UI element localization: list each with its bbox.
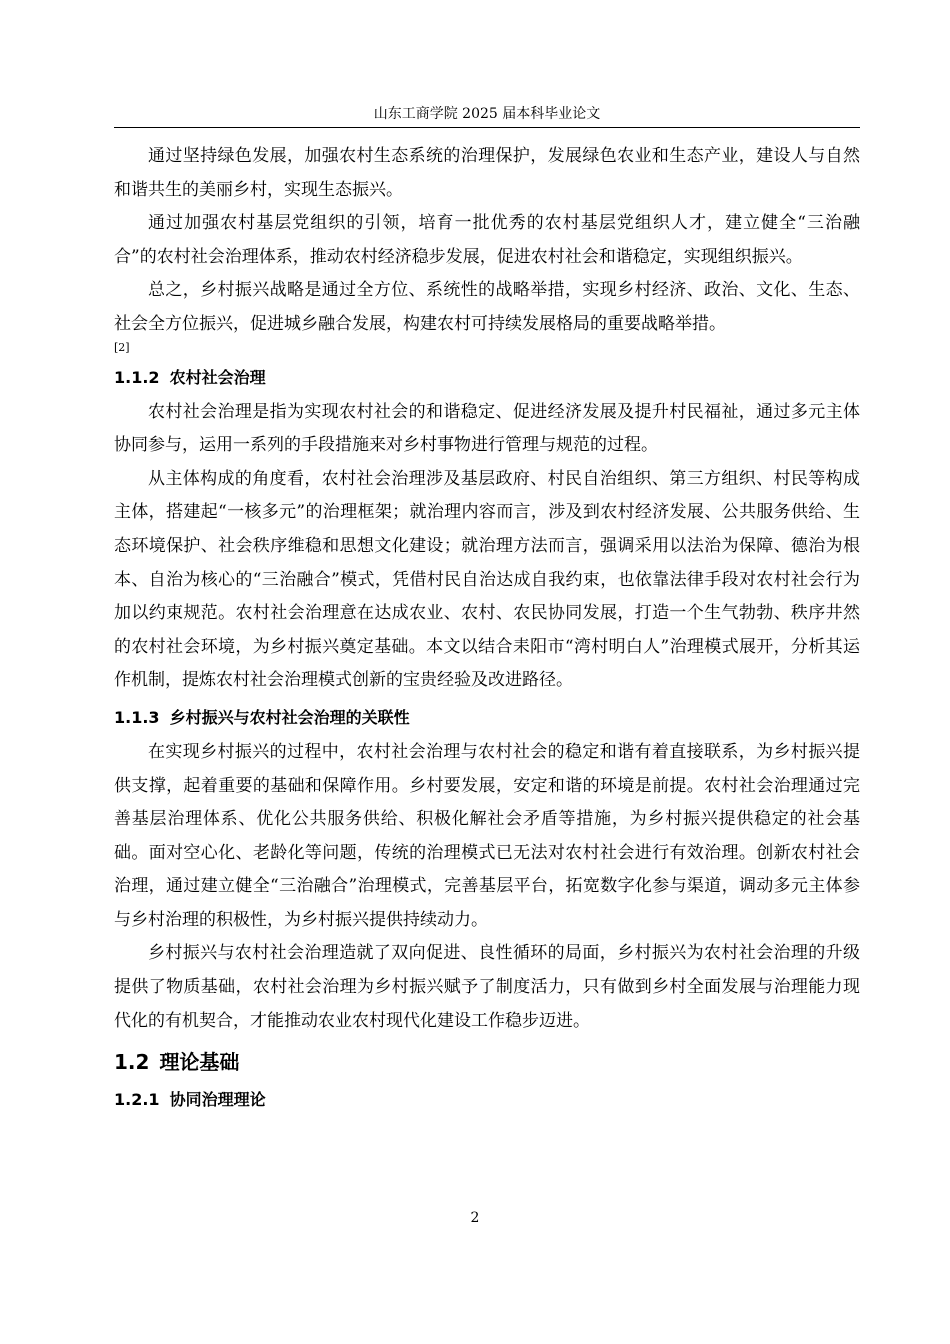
- paragraph: 从主体构成的角度看，农村社会治理涉及基层政府、村民自治组织、第三方组织、村民等构成主体，搭建起“一核多元”的治理框架；就治理内容而言，涉及到农村经济发展、公共服务供给、生态环境保护、社会秩序维稳和思想文化建设；就治理方法而言，强调采用以法治为保障、德治为根本、自治为核心的“三治融合”模式，凭借村民自治达成自我约束，也依靠法律手段对农村社会行为加以约束规范。农村社会治理意在达成农业、农村、农民协同发展，打造一个生气勃勃、秩序井然的农村社会环境，为乡村振兴奠定基础。本文以结合耒阳市“湾村明白人”治理模式展开，分析其运作机制，提炼农村社会治理模式创新的宝贵经验及改进路径。: [114, 468, 860, 691]
- paragraph: 乡村振兴与农村社会治理造就了双向促进、良性循环的局面，乡村振兴为农村社会治理的升级提供了物质基础，农村社会治理为乡村振兴赋予了制度活力，只有做到乡村全面发展与治理能力现代化的有机契合，才能推动农业农村现代化建设工作稳步迈进。: [114, 943, 860, 1031]
- paragraph: 总之，乡村振兴战略是通过全方位、系统性的战略举措，实现乡村经济、政治、文化、生态、社会全方位振兴，促进城乡融合发展，构建农村可持续发展格局的重要战略举措。: [114, 280, 860, 334]
- paragraph: 通过加强农村基层党组织的引领，培育一批优秀的农村基层党组织人才，建立健全“三治融合”的农村社会治理体系，推动农村经济稳步发展，促进农村社会和谐稳定，实现组织振兴。: [114, 213, 860, 267]
- section-number: 1.2.1: [114, 1090, 160, 1110]
- section-heading-1-2-1: [114, 1086, 860, 1114]
- running-header: 山东工商学院 2025 届本科毕业论文: [373, 106, 601, 122]
- paragraph: 通过坚持绿色发展，加强农村生态系统的治理保护，发展绿色农业和生态产业，建设人与自然和谐共生的美丽乡村，实现生态振兴。: [114, 146, 860, 200]
- section-title: 乡村振兴与农村社会治理的关联性: [169, 707, 410, 727]
- page-number: 2: [470, 1210, 480, 1226]
- section-number: 1.1.2: [114, 367, 160, 387]
- section-heading-1-2: [114, 1044, 860, 1080]
- section-number: 1.2: [114, 1050, 150, 1075]
- paragraph: 在实现乡村振兴的过程中，农村社会治理与农村社会的稳定和谐有着直接联系，为乡村振兴提供支撑，起着重要的基础和保障作用。乡村要发展，安定和谐的环境是前提。农村社会治理通过完善基层治理体系、优化公共服务供给、积极化解社会矛盾等措施，为乡村振兴提供稳定的社会基础。面对空心化、老龄化等问题，传统的治理模式已无法对农村社会进行有效治理。创新农村社会治理，通过建立健全“三治融合”治理模式，完善基层平台，拓宽数字化参与渠道，调动多元主体参与乡村治理的积极性，为乡村振兴提供持续动力。: [114, 741, 860, 930]
- section-title: 农村社会治理: [169, 367, 266, 387]
- citation-ref[interactable]: [2]: [114, 340, 130, 354]
- section-heading-1-1-2: [114, 364, 860, 392]
- header-rule: [114, 127, 860, 128]
- section-heading-1-1-3: [114, 704, 860, 732]
- section-number: 1.1.3: [114, 707, 160, 727]
- page-body: [114, 140, 860, 1118]
- section-title: 理论基础: [159, 1050, 240, 1075]
- section-title: 协同治理理论: [169, 1090, 266, 1110]
- paragraph: 农村社会治理是指为实现农村社会的和谐稳定、促进经济发展及提升村民福祉，通过多元主体协同参与，运用一系列的手段措施来对乡村事物进行管理与规范的过程。: [114, 401, 860, 456]
